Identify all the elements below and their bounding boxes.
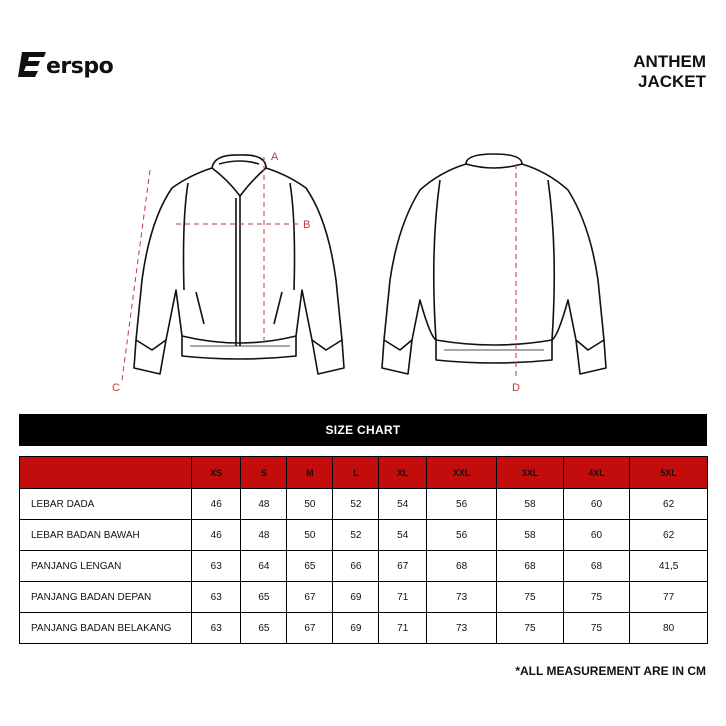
table-cell: 56 xyxy=(426,489,496,520)
table-cell: 56 xyxy=(426,520,496,551)
product-title-line1: ANTHEM xyxy=(633,52,706,71)
table-cell: 65 xyxy=(241,613,287,644)
header-corner xyxy=(20,457,192,489)
row-label: PANJANG BADAN DEPAN xyxy=(20,582,192,613)
jacket-back xyxy=(382,154,606,374)
table-cell: 65 xyxy=(287,551,333,582)
row-label: LEBAR BADAN BAWAH xyxy=(20,520,192,551)
size-header: 3XL xyxy=(497,457,563,489)
product-title xyxy=(633,52,706,92)
table-cell: 62 xyxy=(630,520,708,551)
row-label: PANJANG BADAN BELAKANG xyxy=(20,613,192,644)
table-cell: 73 xyxy=(426,582,496,613)
size-header: M xyxy=(287,457,333,489)
brand-wordmark: erspo xyxy=(46,53,114,79)
table-cell: 63 xyxy=(192,551,241,582)
table-cell: 63 xyxy=(192,613,241,644)
table-cell: 41,5 xyxy=(630,551,708,582)
table-row xyxy=(20,582,708,613)
table-cell: 75 xyxy=(563,582,629,613)
row-label: LEBAR DADA xyxy=(20,489,192,520)
marker-c: C xyxy=(112,382,120,394)
size-header-row xyxy=(20,457,708,489)
table-cell: 63 xyxy=(192,582,241,613)
table-cell: 48 xyxy=(241,520,287,551)
table-cell: 68 xyxy=(497,551,563,582)
table-cell: 60 xyxy=(563,489,629,520)
table-cell: 52 xyxy=(333,520,379,551)
table-cell: 71 xyxy=(379,582,427,613)
size-header: L xyxy=(333,457,379,489)
measurement-note: *ALL MEASUREMENT ARE IN CM xyxy=(515,664,706,678)
size-header: XL xyxy=(379,457,427,489)
table-cell: 69 xyxy=(333,582,379,613)
size-header: XXL xyxy=(426,457,496,489)
table-cell: 67 xyxy=(379,551,427,582)
table-cell: 68 xyxy=(563,551,629,582)
marker-d: D xyxy=(512,382,520,394)
table-row xyxy=(20,613,708,644)
row-label: PANJANG LENGAN xyxy=(20,551,192,582)
table-row xyxy=(20,551,708,582)
table-cell: 58 xyxy=(497,489,563,520)
table-cell: 66 xyxy=(333,551,379,582)
table-cell: 68 xyxy=(426,551,496,582)
table-cell: 54 xyxy=(379,489,427,520)
marker-a: A xyxy=(271,151,279,163)
table-cell: 52 xyxy=(333,489,379,520)
table-cell: 73 xyxy=(426,613,496,644)
table-row xyxy=(20,489,708,520)
table-cell: 69 xyxy=(333,613,379,644)
table-cell: 77 xyxy=(630,582,708,613)
front-measure-lines xyxy=(122,157,300,380)
table-cell: 67 xyxy=(287,613,333,644)
table-cell: 60 xyxy=(563,520,629,551)
product-title-line2: JACKET xyxy=(637,72,706,91)
table-cell: 71 xyxy=(379,613,427,644)
size-header: 4XL xyxy=(563,457,629,489)
table-cell: 46 xyxy=(192,489,241,520)
size-header: 5XL xyxy=(630,457,708,489)
size-chart-title: SIZE CHART xyxy=(19,414,707,446)
table-cell: 67 xyxy=(287,582,333,613)
size-header: XS xyxy=(192,457,241,489)
size-header: S xyxy=(241,457,287,489)
jacket-front xyxy=(134,155,344,374)
table-cell: 62 xyxy=(630,489,708,520)
table-row xyxy=(20,520,708,551)
table-cell: 46 xyxy=(192,520,241,551)
table-cell: 64 xyxy=(241,551,287,582)
table-cell: 80 xyxy=(630,613,708,644)
table-cell: 65 xyxy=(241,582,287,613)
table-cell: 75 xyxy=(497,582,563,613)
jacket-illustration xyxy=(0,140,726,400)
size-chart-table xyxy=(19,456,708,644)
erspo-mark-icon xyxy=(18,50,48,82)
table-cell: 75 xyxy=(497,613,563,644)
table-cell: 54 xyxy=(379,520,427,551)
table-cell: 50 xyxy=(287,489,333,520)
table-cell: 75 xyxy=(563,613,629,644)
marker-b: B xyxy=(303,219,311,231)
table-cell: 58 xyxy=(497,520,563,551)
table-cell: 48 xyxy=(241,489,287,520)
brand-logo xyxy=(18,50,113,82)
table-cell: 50 xyxy=(287,520,333,551)
